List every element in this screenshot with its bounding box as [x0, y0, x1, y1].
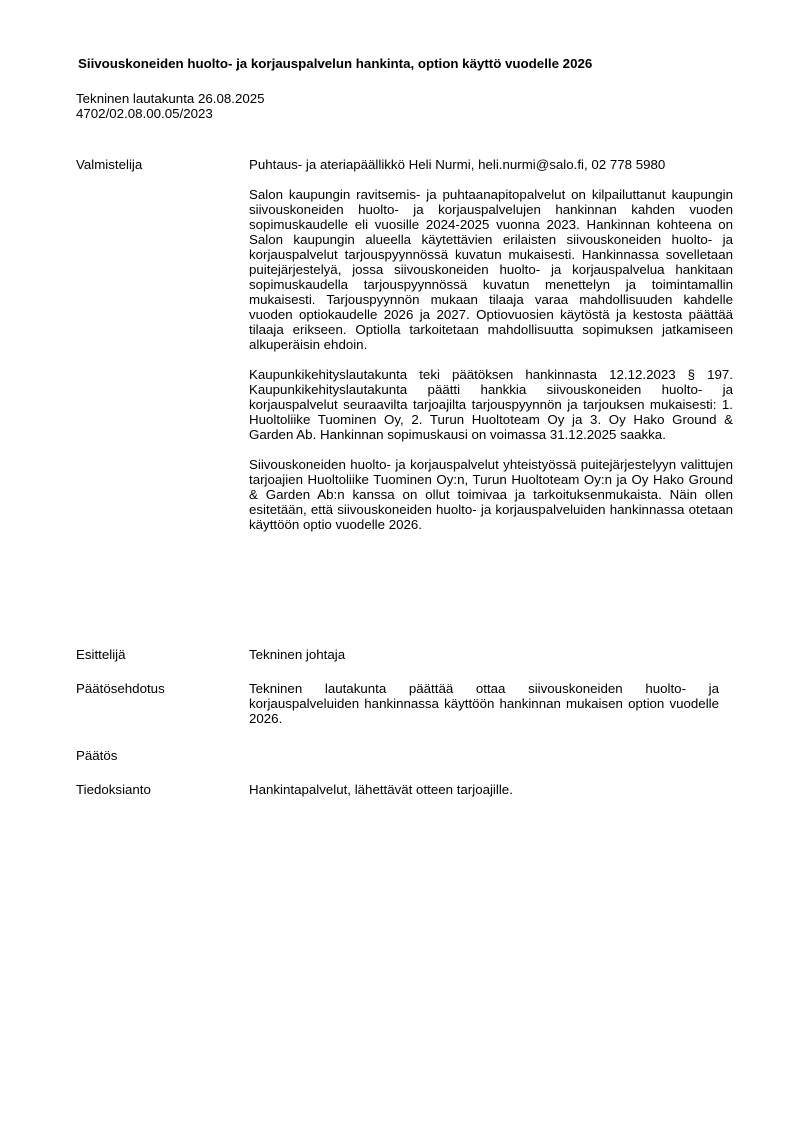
valmistelija-label: Valmistelija [76, 157, 143, 172]
paatosehdotus-label: Päätösehdotus [76, 681, 165, 696]
preparer-info: Puhtaus- ja ateriapäällikkö Heli Nurmi, heli.nurmi@salo.fi, 02 778 5980 [249, 157, 666, 172]
valmistelija-content [249, 157, 733, 532]
decision-history-paragraph: Kaupunkikehityslautakunta teki päätöksen hankinnasta 12.12.2023 § 197. Kaupunkikehityslautakunta päätti hankkia siivouskoneiden huolto- ja korjauspalvelut seuraavilta tarjoajilta tarjouspyynnön ja tarjouksen mukaisesti: 1. Huoltoliike Tuominen Oy, 2. Turun Huoltoteam Oy ja 3. Oy Hako Ground & Garden Ab. Hankinnan sopimuskausi on voimassa 31.12.2025 saakka. [249, 367, 733, 442]
esittelija-value: Tekninen johtaja [249, 647, 346, 662]
paatosehdotus-value: Tekninen lautakunta päättää ottaa siivouskoneiden huolto- ja korjauspalveluiden hankinnassa käyttöön hankinnan mukaisen option vuodelle 2026. [249, 681, 719, 726]
record-id: 4702/02.08.00.05/2023 [76, 106, 213, 121]
esittelija-label: Esittelijä [76, 647, 126, 662]
paatos-label: Päätös [76, 748, 118, 763]
background-paragraph: Salon kaupungin ravitsemis- ja puhtaanapitopalvelut on kilpailuttanut kaupungin siivouskoneiden huolto- ja korjauspalvelujen hankinnan kahden vuoden sopimuskaudelle eli vuosille 2024-2025 vuonna 2023. Hankinnan kohteena on Salon kaupungin alueella käytettävien erilaisten siivouskoneiden huolto- ja korjauspalvelut tarjouspyynnössä kuvatun mukaisesti. Hankinnassa sovelletaan puitejärjestelyä, jossa siivouskoneiden huolto- ja korjauspalvelua hankitaan sopimuskaudella tarjouspyynnössä kuvatun menettelyn ja toimintamallin mukaisesti. Tarjouspyynnön mukaan tilaaja varaa mahdollisuuden kahdelle vuoden optiokaudelle 2026 ja 2027. Optiovuosien käytöstä ja kestosta päättää tilaaja erikseen. Optiolla tarkoitetaan mahdollisuutta sopimuksen jatkamiseen alkuperäisin ehdoin. [249, 187, 733, 352]
tiedoksianto-label: Tiedoksianto [76, 782, 151, 797]
tiedoksianto-value: Hankintapalvelut, lähettävät otteen tarjoajille. [249, 782, 513, 797]
meeting-info [76, 91, 265, 121]
proposal-rationale-paragraph: Siivouskoneiden huolto- ja korjauspalvelut yhteistyössä puitejärjestelyyn valittujen tarjoajien Huoltoliike Tuominen Oy:n, Turun Huoltoteam Oy:n ja Oy Hako Ground & Garden Ab:n kanssa on ollut toimivaa ja tarkoituksenmukaista. Näin ollen esitetään, että siivouskoneiden huolto- ja korjauspalveluiden hankinnassa otetaan käyttöön optio vuodelle 2026. [249, 457, 733, 532]
document-title: Siivouskoneiden huolto- ja korjauspalvelun hankinta, option käyttö vuodelle 2026 [78, 56, 593, 71]
meeting-name: Tekninen lautakunta 26.08.2025 [76, 91, 265, 106]
